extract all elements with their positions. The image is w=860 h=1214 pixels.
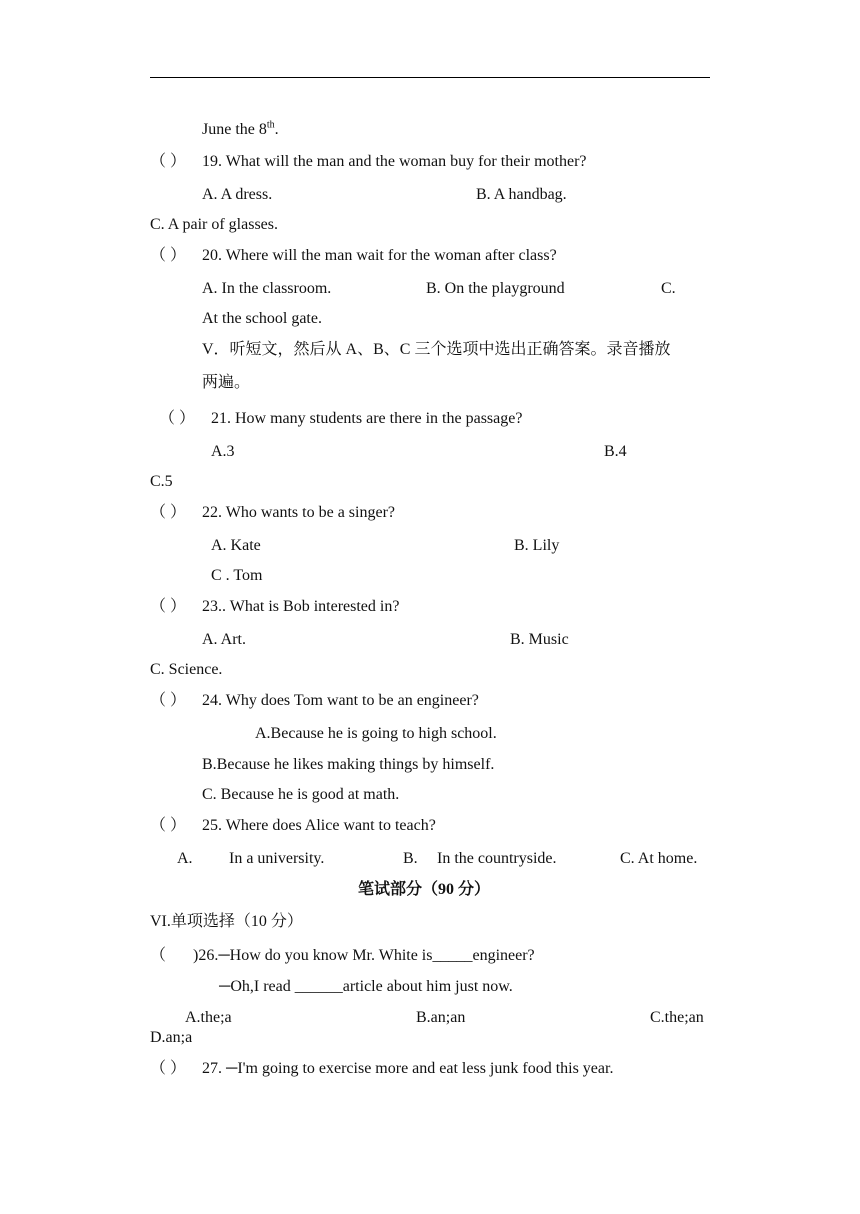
q21-option-b: B.4 [604, 443, 627, 460]
q19-option-b: B. A handbag. [476, 186, 567, 203]
q25-option-b-text: In the countryside. [437, 850, 557, 867]
q26-option-c: C.the;an [650, 1009, 704, 1026]
q23-question: 23.. What is Bob interested in? [202, 598, 400, 615]
q22-option-a: A. Kate [211, 537, 261, 554]
q26-option-b: B.an;an [416, 1009, 466, 1026]
q25-paren: （ ） [150, 817, 187, 834]
q19-paren: （ ） [150, 153, 187, 170]
q24-option-a: A.Because he is going to high school. [255, 725, 497, 742]
section-v-heading-cont: 两遍。 [202, 374, 251, 391]
q20-option-b: B. On the playground [426, 280, 565, 297]
q26-option-a: A.the;a [185, 1009, 232, 1026]
q22-option-c: C . Tom [211, 567, 263, 584]
q26-question: )26.─How do you know Mr. White is_____engineer? [193, 947, 535, 964]
q25-option-a-text: In a university. [229, 850, 325, 867]
q18-tail: June the 8th. [202, 119, 279, 138]
q25-option-c: C. At home. [620, 850, 698, 867]
q26-option-d: D.an;a [150, 1029, 193, 1046]
section-vi-heading: VI.单项选择（10 分） [150, 913, 303, 930]
q22-question: 22. Who wants to be a singer? [202, 504, 395, 521]
q26-paren: （ [150, 947, 167, 964]
q24-option-b: B.Because he likes making things by himself. [202, 756, 495, 773]
q24-paren: （ ） [150, 692, 187, 709]
q25-question: 25. Where does Alice want to teach? [202, 817, 436, 834]
q21-question: 21. How many students are there in the passage? [211, 410, 523, 427]
written-part-title: 笔试部分（90 分） [358, 881, 491, 898]
q19-option-c: C. A pair of glasses. [150, 216, 278, 233]
q23-option-b: B. Music [510, 631, 569, 648]
q24-option-c: C. Because he is good at math. [202, 786, 400, 803]
q20-option-c-label: C. [661, 280, 676, 297]
q19-question: 19. What will the man and the woman buy for their mother? [202, 153, 587, 170]
q21-option-a: A.3 [211, 443, 235, 460]
q21-paren: （ ） [159, 410, 196, 427]
q19-option-a: A. A dress. [202, 186, 273, 203]
q27-paren: （ ） [150, 1060, 187, 1077]
q23-option-c: C. Science. [150, 661, 223, 678]
q25-option-a-label: A. [177, 850, 193, 867]
section-v-heading: V．听短文，然后从 A、B、C 三个选项中选出正确答案。录音播放 [202, 341, 671, 358]
q20-question: 20. Where will the man wait for the woman after class? [202, 247, 557, 264]
q23-option-a: A. Art. [202, 631, 246, 648]
q26-question-line2: ─Oh,I read ______article about him just now. [219, 978, 513, 995]
q20-option-c-text: At the school gate. [202, 310, 322, 327]
q21-option-c: C.5 [150, 473, 173, 490]
q25-option-b-label: B. [403, 850, 418, 867]
q22-paren: （ ） [150, 504, 187, 521]
q23-paren: （ ） [150, 598, 187, 615]
q27-question: 27. ─I'm going to exercise more and eat less junk food this year. [202, 1060, 614, 1077]
header-rule [150, 77, 710, 78]
q22-option-b: B. Lily [514, 537, 560, 554]
q20-paren: （ ） [150, 247, 187, 264]
q24-question: 24. Why does Tom want to be an engineer? [202, 692, 479, 709]
q20-option-a: A. In the classroom. [202, 280, 332, 297]
